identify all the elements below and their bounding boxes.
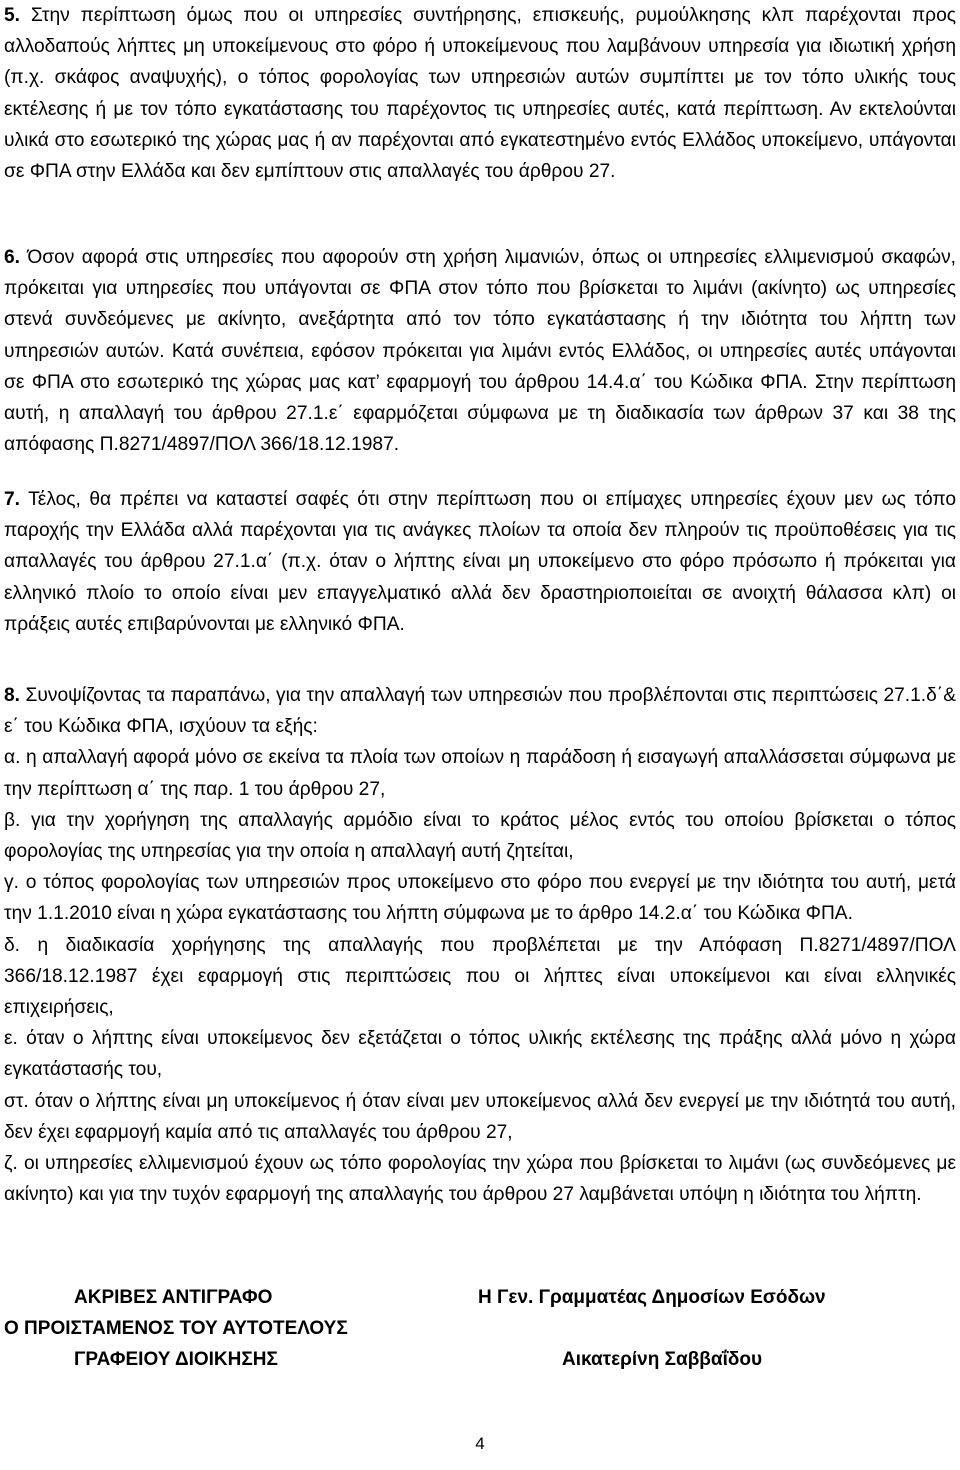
paragraph-6 [4,242,956,460]
signature-right-title: Η Γεν. Γραμματέας Δημοσίων Εσόδων [478,1287,826,1308]
paragraph-text: Συνοψίζοντας τα παραπάνω, για την απαλλαγή των υπηρεσιών που προβλέπονται στις περιπτώσεις 27.1.δ΄& ε΄ του Κώδικα ΦΠΑ, ισχύουν τα εξής: [4,685,956,738]
list-item: ζ. οι υπηρεσίες ελλιμενισμού έχουν ως τόπο φορολογίας την χώρα που βρίσκεται το λιμάνι (ως συνδεόμενες με ακίνητο) και για την τυχόν εφαρμογή της απαλλαγής του άρθρου 27 λαμβάνεται υπόψη η ιδιότητα του λήπτη. [4,1153,956,1206]
paragraph-text: Στην περίπτωση όμως που οι υπηρεσίες συντήρησης, επισκευής, ρυμούλκησης κλπ παρέχονται προς αλλοδαπούς λήπτες μη υποκείμενους στο φόρο ή υποκείμενους που λαμβάνουν υπηρεσία για ιδιωτική χρήση (π.χ. σκάφος αναψυχής), ο τόπος φορολογίας των υπηρεσιών αυτών συμπίπτει με τον τόπο υλικής τους εκτέλεσης ή με τον τόπο εγκατάστασης του παρέχοντος τις υπηρεσίες αυτές, κατά περίπτωση. Αν εκτελούνται υλικά στο εσωτερικό της χώρας μας ή αν παρέχονται από εγκατεστημένο εντός Ελλάδος υποκείμενο, υπάγονται σε ΦΠΑ στην Ελλάδα και δεν εμπίπτουν στις απαλλαγές του άρθρου 27. [4,5,956,183]
list-item: ε. όταν ο λήπτης είναι υποκείμενος δεν εξετάζεται ο τόπος υλικής εκτέλεσης της πράξης αλλά μόνο η χώρα εγκατάστασής του, [4,1028,956,1081]
paragraph-number: 5. [4,5,21,26]
paragraph-number: 6. [4,247,21,268]
paragraph-number: 8. [4,685,21,706]
paragraph-text: Όσον αφορά στις υπηρεσίες που αφορούν στη χρήση λιμανιών, όπως οι υπηρεσίες ελλιμενισμού σκαφών, πρόκειται για υπηρεσίες που υπάγονται σε ΦΠΑ στον τόπο που βρίσκεται το λιμάνι (ακίνητο) ως υπηρεσίες στενά συνδεόμενες με ακίνητο, ανεξάρτητα από τον τόπο εγκατάστασης ή την ιδιότητα του λήπτη των υπηρεσιών αυτών. Κατά συνέπεια, εφόσον πρόκειται για λιμάνι εντός Ελλάδος, οι υπηρεσίες αυτές υπάγονται σε ΦΠΑ στο εσωτερικό της χώρας μας κατ’ εφαρμογή του άρθρου 14.4.α΄ του Κώδικα ΦΠΑ. Στην περίπτωση αυτή, η απαλλαγή του άρθρου 27.1.ε΄ εφαρμόζεται σύμφωνα με τη διαδικασία των άρθρων 37 και 38 της απόφασης Π.8271/4897/ΠΟΛ 366/18.12.1987. [4,247,956,456]
list-item: γ. ο τόπος φορολογίας των υπηρεσιών προς υποκείμενο στο φόρο που ενεργεί με την ιδιότητα του αυτή, μετά την 1.1.2010 είναι η χώρα εγκατάστασης του λήπτη σύμφωνα με το άρθρο 14.2.α΄ του Κώδικα ΦΠΑ. [4,872,956,925]
signature-right-name: Αικατερίνη Σαββαΐδου [562,1349,763,1370]
paragraph-5 [4,0,956,187]
signature-left-line2: Ο ΠΡΟΙΣΤΑΜΕΝΟΣ ΤΟΥ ΑΥΤΟΤΕΛΟΥΣ [4,1318,348,1339]
list-item: δ. η διαδικασία χορήγησης της απαλλαγής που προβλέπεται με την Απόφαση Π.8271/4897/ΠΟΛ 366/18.12.1987 έχει εφαρμογή στις περιπτώσεις που οι λήπτες είναι υποκείμενοι και είναι ελληνικές επιχειρήσεις, [4,934,956,1019]
page-number: 4 [475,1434,485,1453]
signature-left-line1: ΑΚΡΙΒΕΣ ΑΝΤΙΓΡΑΦΟ [74,1287,273,1308]
signature-left-line3: ΓΡΑΦΕΙΟΥ ΔΙΟΙΚΗΣΗΣ [74,1349,278,1370]
list-item: β. για την χορήγηση της απαλλαγής αρμόδιο είναι το κράτος μέλος εντός του οποίου βρίσκεται ο τόπος φορολογίας της υπηρεσίας για την οποία η απαλλαγή αυτή ζητείται, [4,809,956,863]
paragraph-text: Τέλος, θα πρέπει να καταστεί σαφές ότι στην περίπτωση που οι επίμαχες υπηρεσίες έχουν μεν ως τόπο παροχής την Ελλάδα αλλά παρέχονται για τις ανάγκες πλοίων τα οποία δεν πληρούν τις προϋποθέσεις για τις απαλλαγές του άρθρου 27.1.α΄ (π.χ. όταν ο λήπτης είναι μη υποκείμενο στο φόρο πρόσωπο ή πρόκειται για ελληνικό πλοίο το οποίο είναι μεν επαγγελματικό αλλά δεν δραστηριοποιείται σε ανοιχτή θάλασσα κλπ) οι πράξεις αυτές επιβαρύνονται με ελληνικό ΦΠΑ. [4,489,956,635]
paragraph-8-intro [4,680,956,742]
paragraph-number: 7. [4,489,21,510]
paragraph-8 [4,680,956,1210]
list-item: α. η απαλλαγή αφορά μόνο σε εκείνα τα πλοία των οποίων η παράδοση ή εισαγωγή απαλλάσσεται σύμφωνα με την περίπτωση α΄ της παρ. 1 του άρθρου 27, [4,747,956,800]
paragraph-7 [4,484,956,640]
list-item: στ. όταν ο λήπτης είναι μη υποκείμενος ή όταν είναι μεν υποκείμενος αλλά δεν ενεργεί με την ιδιότητά του αυτή, δεν έχει εφαρμογή καμία από τις απαλλαγές του άρθρου 27, [4,1090,956,1143]
